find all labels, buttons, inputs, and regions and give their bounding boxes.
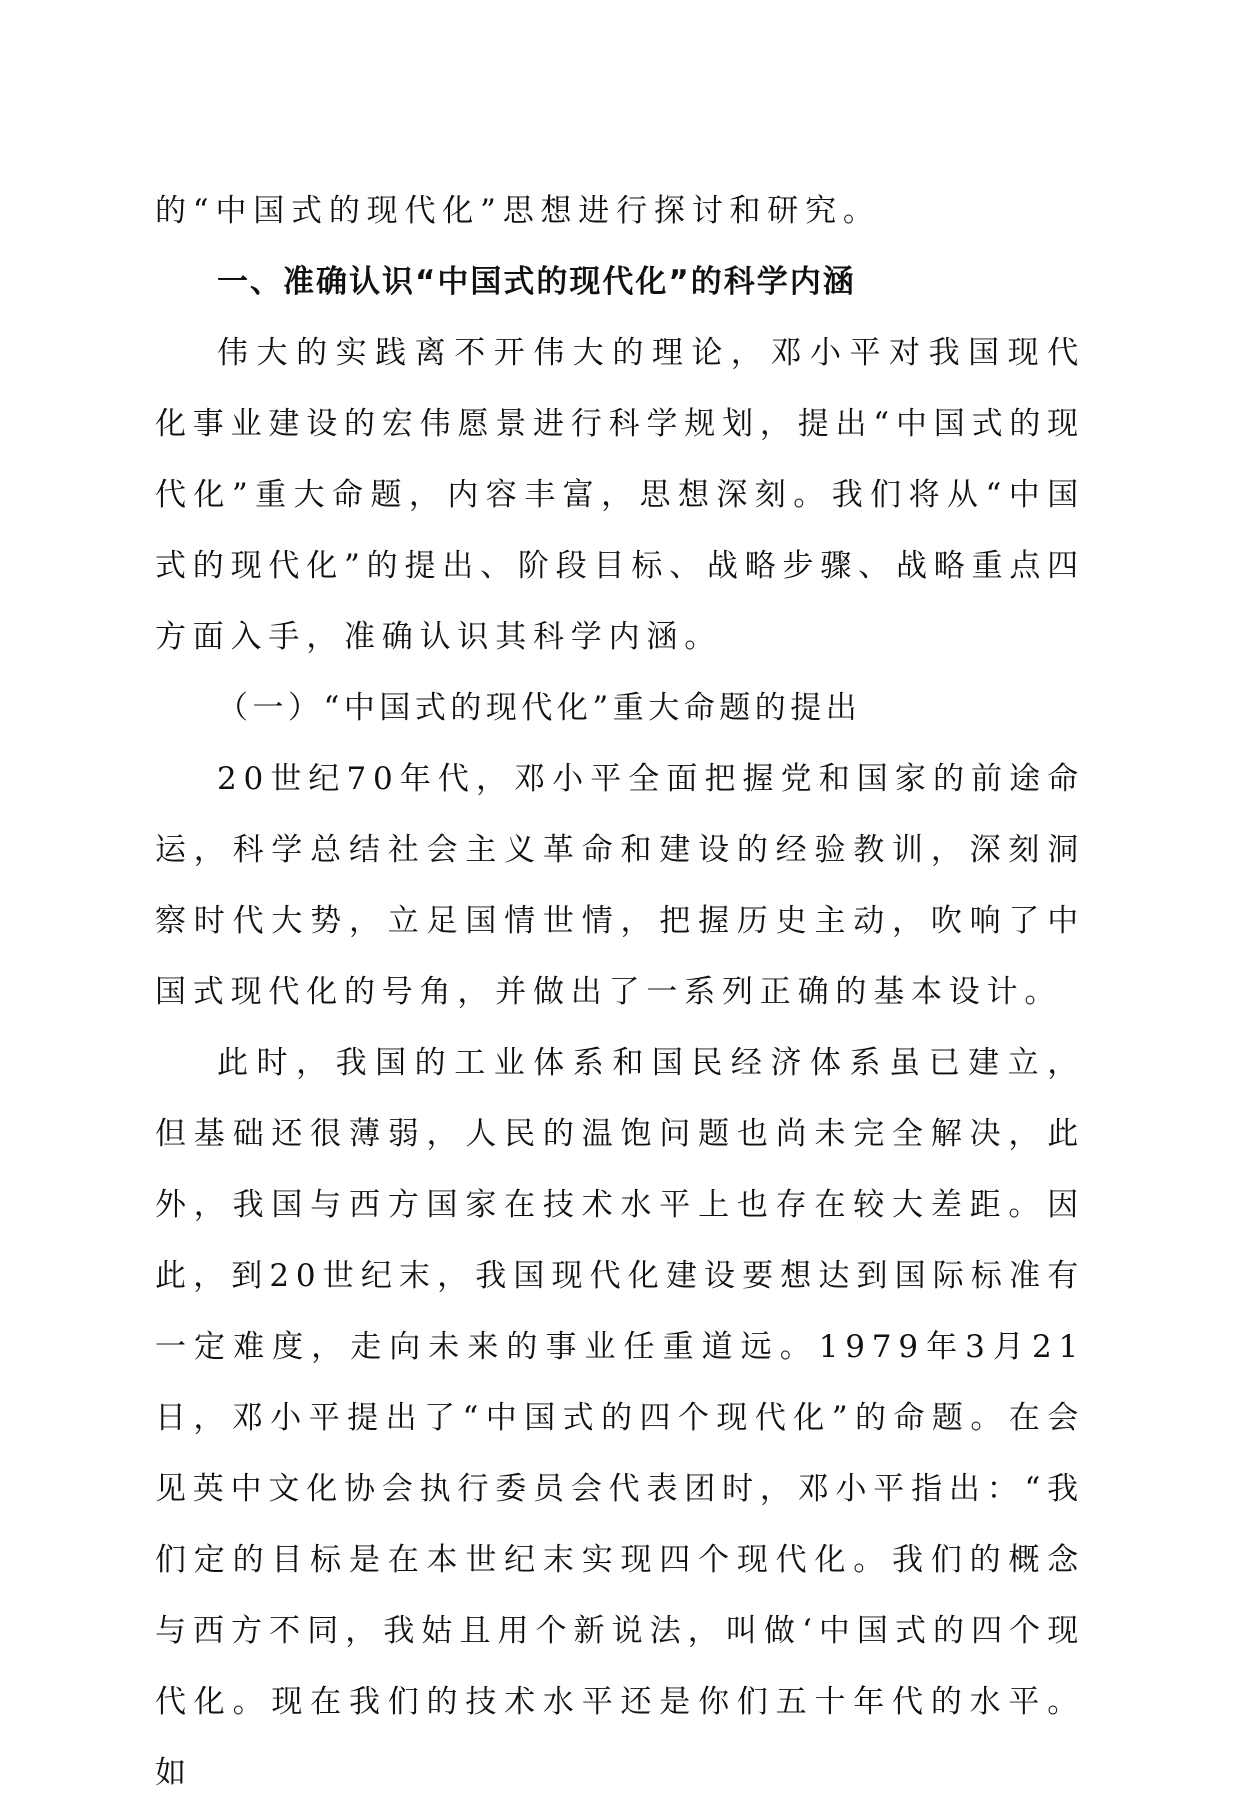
subsection-heading: （一）“中国式的现代化”重大命题的提出 xyxy=(217,690,862,726)
paragraph-context: 此时，我国的工业体系和国民经济体系虽已建立，但基础还很薄弱，人民的温饱问题也尚未完全解决，此外，我国与西方国家在技术水平上也存在较大差距。因此，到20世纪末，我国现代化建设要想达到国际标准有一定难度，走向未来的事业任重道远。1979年3月21日，邓小平提出了“中国式的四个现代化”的命题。在会见英中文化协会执行委员会代表团时，邓小平指出：“我们定的目标是在本世纪末实现四个现代化。我们的概念与西方不同，我姑且用个新说法，叫做‘中国式的四个现代化。现在我们的技术水平还是你们五十年代的水平。如 xyxy=(155,1045,1085,1791)
paragraph-intro: 伟大的实践离不开伟大的理论，邓小平对我国现代化事业建设的宏伟愿景进行科学规划，提出“中国式的现代化”重大命题，内容丰富，思想深刻。我们将从“中国式的现代化”的提出、阶段目标、战略步骤、战略重点四方面入手，准确认识其科学内涵。 xyxy=(155,335,1085,655)
document-page xyxy=(155,176,1085,1809)
section-heading: 一、准确认识“中国式的现代化”的科学内涵 xyxy=(217,264,856,300)
paragraph-continuation: 的“中国式的现代化”思想进行探讨和研究。 xyxy=(155,193,881,229)
paragraph-history: 20世纪70年代，邓小平全面把握党和国家的前途命运，科学总结社会主义革命和建设的经验教训，深刻洞察时代大势，立足国情世情，把握历史主动，吹响了中国式现代化的号角，并做出了一系列正确的基本设计。 xyxy=(155,761,1085,1010)
